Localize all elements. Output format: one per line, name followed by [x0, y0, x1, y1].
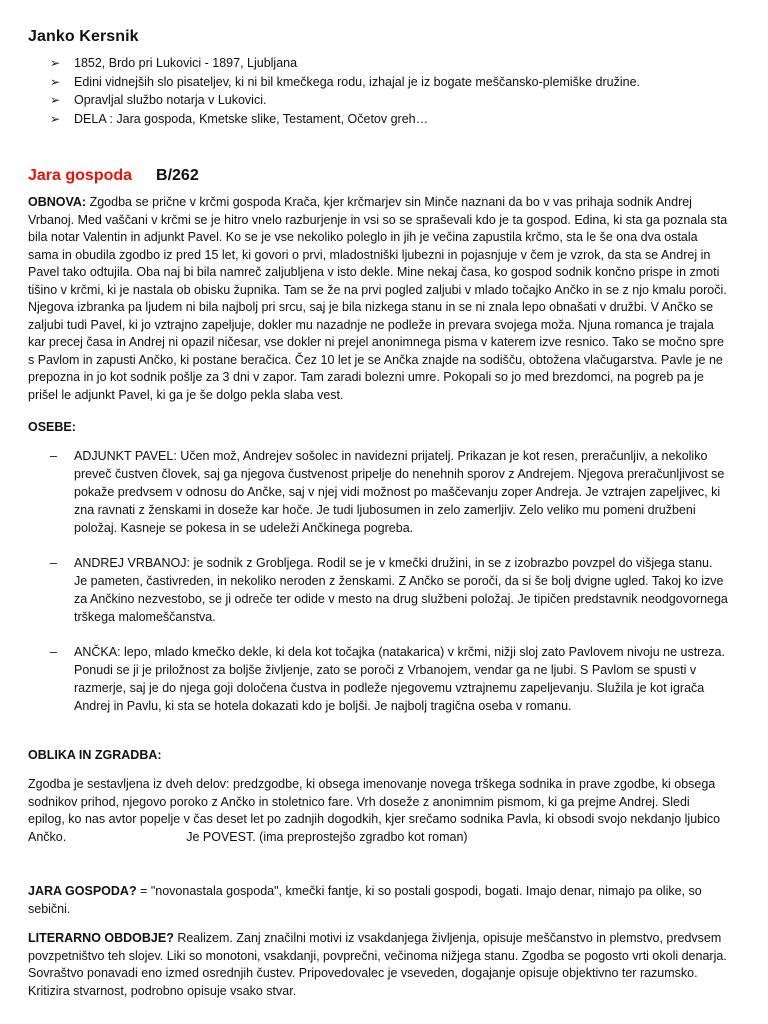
jara-gospoda-section [28, 883, 728, 918]
author-heading: Janko Kersnik [28, 28, 139, 45]
character-name: ADJUNKT PAVEL: [74, 449, 177, 463]
work-code: B/262 [156, 167, 199, 184]
arrow-bullet-icon: ➢ [50, 56, 61, 70]
character-andrej [28, 554, 728, 626]
jara-gospoda-text: = "novonastala gospoda", kmečki fantje, ki so postali gospodi, bogati. Imajo denar, nimajo pa olike, so sebični. [28, 884, 702, 916]
dash-bullet-icon: – [50, 645, 57, 659]
list-item: ➢ Opravljal službo notarja v Lukovici. [50, 91, 640, 110]
character-description: je sodnik z Grobljega. Rodil se je v kmečki družini, in se z izobrazbo povzpel do višjega stanu. Je pameten, častivreden, in nekoliko neroden z ženskami. Z Ančko se poroči, da si še bolj dvigne ugled. Takoj ko izve za Ančkino nezvestobo, se ji odreče ter odide v mesto na drug službeni položaj. Je tipičen predstavnik neodgovornega trškega malomeščanstva. [74, 556, 728, 624]
work-title [28, 167, 199, 185]
structure-text: Zgodba je sestavljena iz dveh delov: predzgodbe, ki obsega imenovanje novega trškega sodnika in prave zgodbe, ki obsega sodnikov prihod, njegovo poroko z Ančko in stoletnico fare. Vrh doseže z anonimnim pismom, ki ga prejme Andrej. Sledi epilog, ko nas avtor popelje v čas deset let po zadnjih dogodkih, kjer srečamo sodnika Pavla, ki obsodi svojo nekdanjo ljubico Ančko. [28, 777, 721, 844]
literary-period-section [28, 930, 728, 1000]
dash-bullet-icon: – [50, 556, 57, 570]
work-name: Jara gospoda [28, 167, 133, 184]
arrow-bullet-icon: ➢ [50, 111, 61, 126]
characters-heading: OSEBE: [28, 420, 76, 434]
list-item: ➢ 1852, Brdo pri Lukovici - 1897, Ljubljana [50, 54, 640, 73]
structure-heading: OBLIKA IN ZGRADBA: [28, 748, 162, 762]
character-ancka [28, 643, 728, 715]
character-description: lepo, mlado kmečko dekle, ki dela kot točajka (natakarica) v krčmi, nižji sloj zato Pavlovem nivoju ne ustreza. Ponudi se ji je priložnost za boljše življenje, zato se poroči z Vrbanojem, vendar ga ne ljubi. S Pavlom se spusti v razmerje, saj je do njega goji določena čustva in podleže njegovemu vztrajnemu zapeljevanju. Služila je kot igrača Andrej in Pavlu, ki sta se hotela dokazati kdo je boljši. Je najbolj tragična oseba v romanu. [74, 645, 725, 713]
jara-gospoda-label: JARA GOSPODA? [28, 884, 137, 898]
literary-period-text: Realizem. Zanj značilni motivi iz vsakdanjega življenja, opisuje meščanstvo in plemstvo, predvsem povzpetništvo teh slojev. Liki so monotoni, vsakdanji, povprečni, večinoma nižjega stanu. Zgodba se pogosto vrti okoli denarja. Sovraštvo ponavadi eno izmed osrednjih čustev. Pripovedovalec je vseveden, dogajanje opisuje objektivno ter razumsko. Kritizira stvarnost, podrobno opisuje vsako stvar. [28, 931, 727, 998]
list-item: ➢ Edini vidnejših slo pisateljev, ki ni bil kmečkega rodu, izhajal je iz bogate meščansko-plemiške družine. [50, 73, 640, 92]
summary-section [28, 194, 728, 404]
arrow-bullet-icon: ➢ [50, 93, 61, 107]
character-name: ANČKA: [74, 645, 121, 659]
summary-text: Zgodba se prične v krčmi gospoda Krača, kjer krčmarjev sin Minče naznani da bo v vas prihaja sodnik Andrej Vrbanoj. Med vaščani v krčmi se je hitro vnelo razburjenje in vsi so se spraševali kdo je ta gospod. Edina, ki sta ga poznala sta bila notar Valentin in adjunkt Pavel. Ko se je vse nekoliko poleglo in jih je večina zapustila krčmo, sta le še ona dva ostala sama in obudila zgodbo iz pred 15 let, ki govori o prvi, mladostniški ljubezni in pojasnjuje v čem je vzrok, da sta se Andrej in Pavel tako odtujila. Oba naj bi bila namreč zaljubljena v isto dekle. Mine nekaj časa, ko gospod sodnik končno prispe in zmoti tišino v krčmi, ki je nastala ob obisku župnika. Tam se že na prvi pogled zaljubi v mlado točajko Ančko in se z njo kmalu poroči. Njegova izbranka pa ljudem ni bila najbolj pri srcu, saj je bila nizkega stanu in se ni znala lepo obnašati v družbi. V Ančko se zaljubi tudi Pavel, ki jo vztrajno zapeljuje, dokler mu nazadnje ne podleže in prevara svojega moža. Njuna romanca je trajala kar precej časa in Andrej ni opazil ničesar, vse dokler ni prejel anonimnega pisma v katerem izve resnico. Tako se močno spre s Pavlom in zapusti Ančko, ki postane beračica. Čez 10 let je se Ančka znajde na sodišču, obtožena vlačugarstva. Pavle je ne prepozna in jo kot sodnik pošlje za 3 dni v zapor. Tam zaradi bolezni umre. Pokopali so jo med brezdomci, na pogreb pa je prišel le adjunkt Pavel, ki ga je še dolgo pekla slaba vest. [28, 195, 728, 402]
literary-period-label: LITERARNO OBDOBJE? [28, 931, 174, 945]
list-item: ➢ DELA : Jara gospoda, Kmetske slike, Testament, Očetov greh… [50, 110, 640, 129]
structure-section [28, 776, 728, 846]
arrow-bullet-icon: ➢ [50, 74, 61, 89]
character-description: Učen mož, Andrejev sošolec in navidezni prijatelj. Prikazan je kot resen, preračunljiv, a nekoliko preveč čustven človek, saj ga njegova čustvenost pripelje do nenehnih sporov z Andrejem. Njegova preračunljivost se pokaže predvsem v odnosu do Ančke, saj v njej vidi možnost po maščevanju zoper Andreja. Je vztrajen zapeljivec, ki zna ravnati z ženskami in doseže kar hoče. Je tudi ljubosumen in zelo zamerljiv. Zelo veliko mu pomeni družbeni položaj. Kasneje se pokesa in se udeleži Ančkinega pogreba. [74, 449, 725, 535]
summary-label: OBNOVA: [28, 195, 87, 209]
author-facts-list [50, 54, 640, 128]
character-name: ANDREJ VRBANOJ: [74, 556, 190, 570]
dash-bullet-icon: – [50, 449, 57, 463]
structure-tail: Je POVEST. (ima preprostejšo zgradbo kot roman) [186, 829, 468, 844]
character-pavel [28, 447, 728, 537]
